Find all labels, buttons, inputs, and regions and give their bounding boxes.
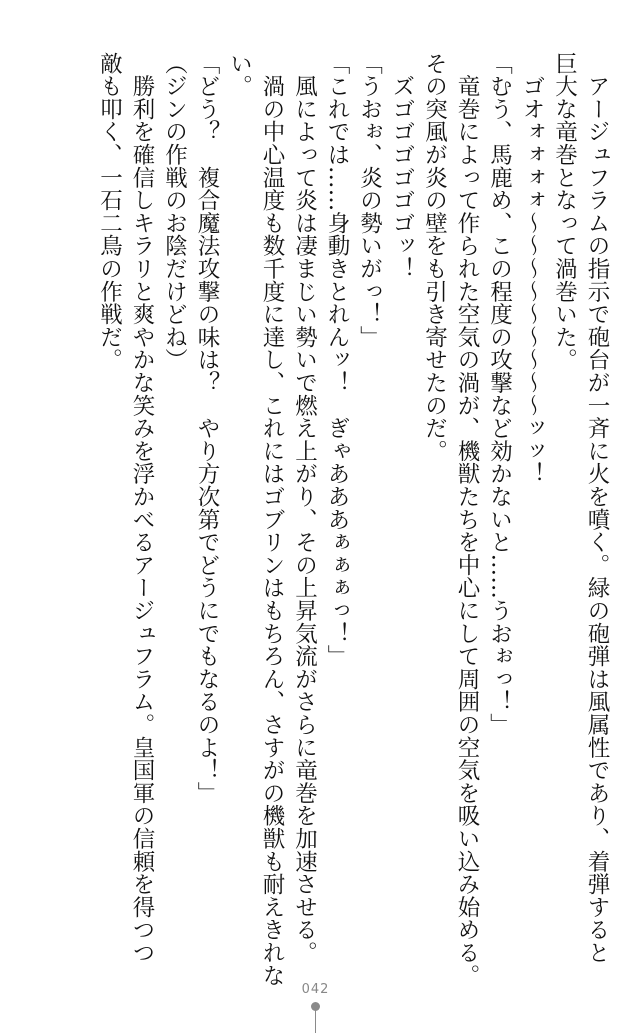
text-line: ゴオォォォォ～～～～～～～～～ッッ！ xyxy=(519,52,545,486)
text-line: 竜巻によって作られた空気の渦が、機獣たちを中心にして周囲の空気を吸い込み始める。 xyxy=(454,52,480,987)
text-line: 風によって炎は凄まじい勢いで燃え上がり、その上昇気流がさらに竜巻を加速させる。 xyxy=(291,52,318,964)
text-line: 「うおぉ、炎の勢いがっ！」 xyxy=(356,52,383,349)
text-line: 「どう？ 複合魔法攻撃の味は？ やり方次第でどうにでもなるのよ！」 xyxy=(194,52,220,805)
text-line: 「むう、馬鹿め、この程度の攻撃など効かないと……うおぉっ！」 xyxy=(486,52,513,736)
text-line: ズゴゴゴゴゴゴッ！ xyxy=(389,52,415,280)
page-number: 042 xyxy=(301,982,330,997)
text-line: 巨大な竜巻となって渦巻いた。 xyxy=(551,52,578,372)
text-line: 勝利を確信しキラリと爽やかな笑みを浮かべるアージュフラム。皇国軍の信頼を得つつ xyxy=(129,52,155,964)
text-line: 「これでは……身動きとれんッ！ ぎゃあああぁぁぁっ！」 xyxy=(324,52,350,668)
page-footer xyxy=(0,978,631,1033)
text-line: 敵も叩く、一石二鳥の作戦だ。 xyxy=(96,52,123,372)
text-line: い。 xyxy=(226,52,253,98)
text-line: （ジンの作戦のお陰だけどね） xyxy=(161,52,188,372)
page-marker-line xyxy=(315,1010,316,1033)
text-line: その突風が炎の壁をも引き寄せたのだ。 xyxy=(421,52,448,463)
text-line: アージュフラムの指示で砲台が一斉に火を噴く。緑の砲弾は風属性であり、着弾すると xyxy=(584,52,610,964)
text-line: 渦の中心温度も数千度に達し、これにはゴブリンはもちろん、さすがの機獣も耐えきれな xyxy=(259,52,285,987)
body-text xyxy=(93,52,613,987)
